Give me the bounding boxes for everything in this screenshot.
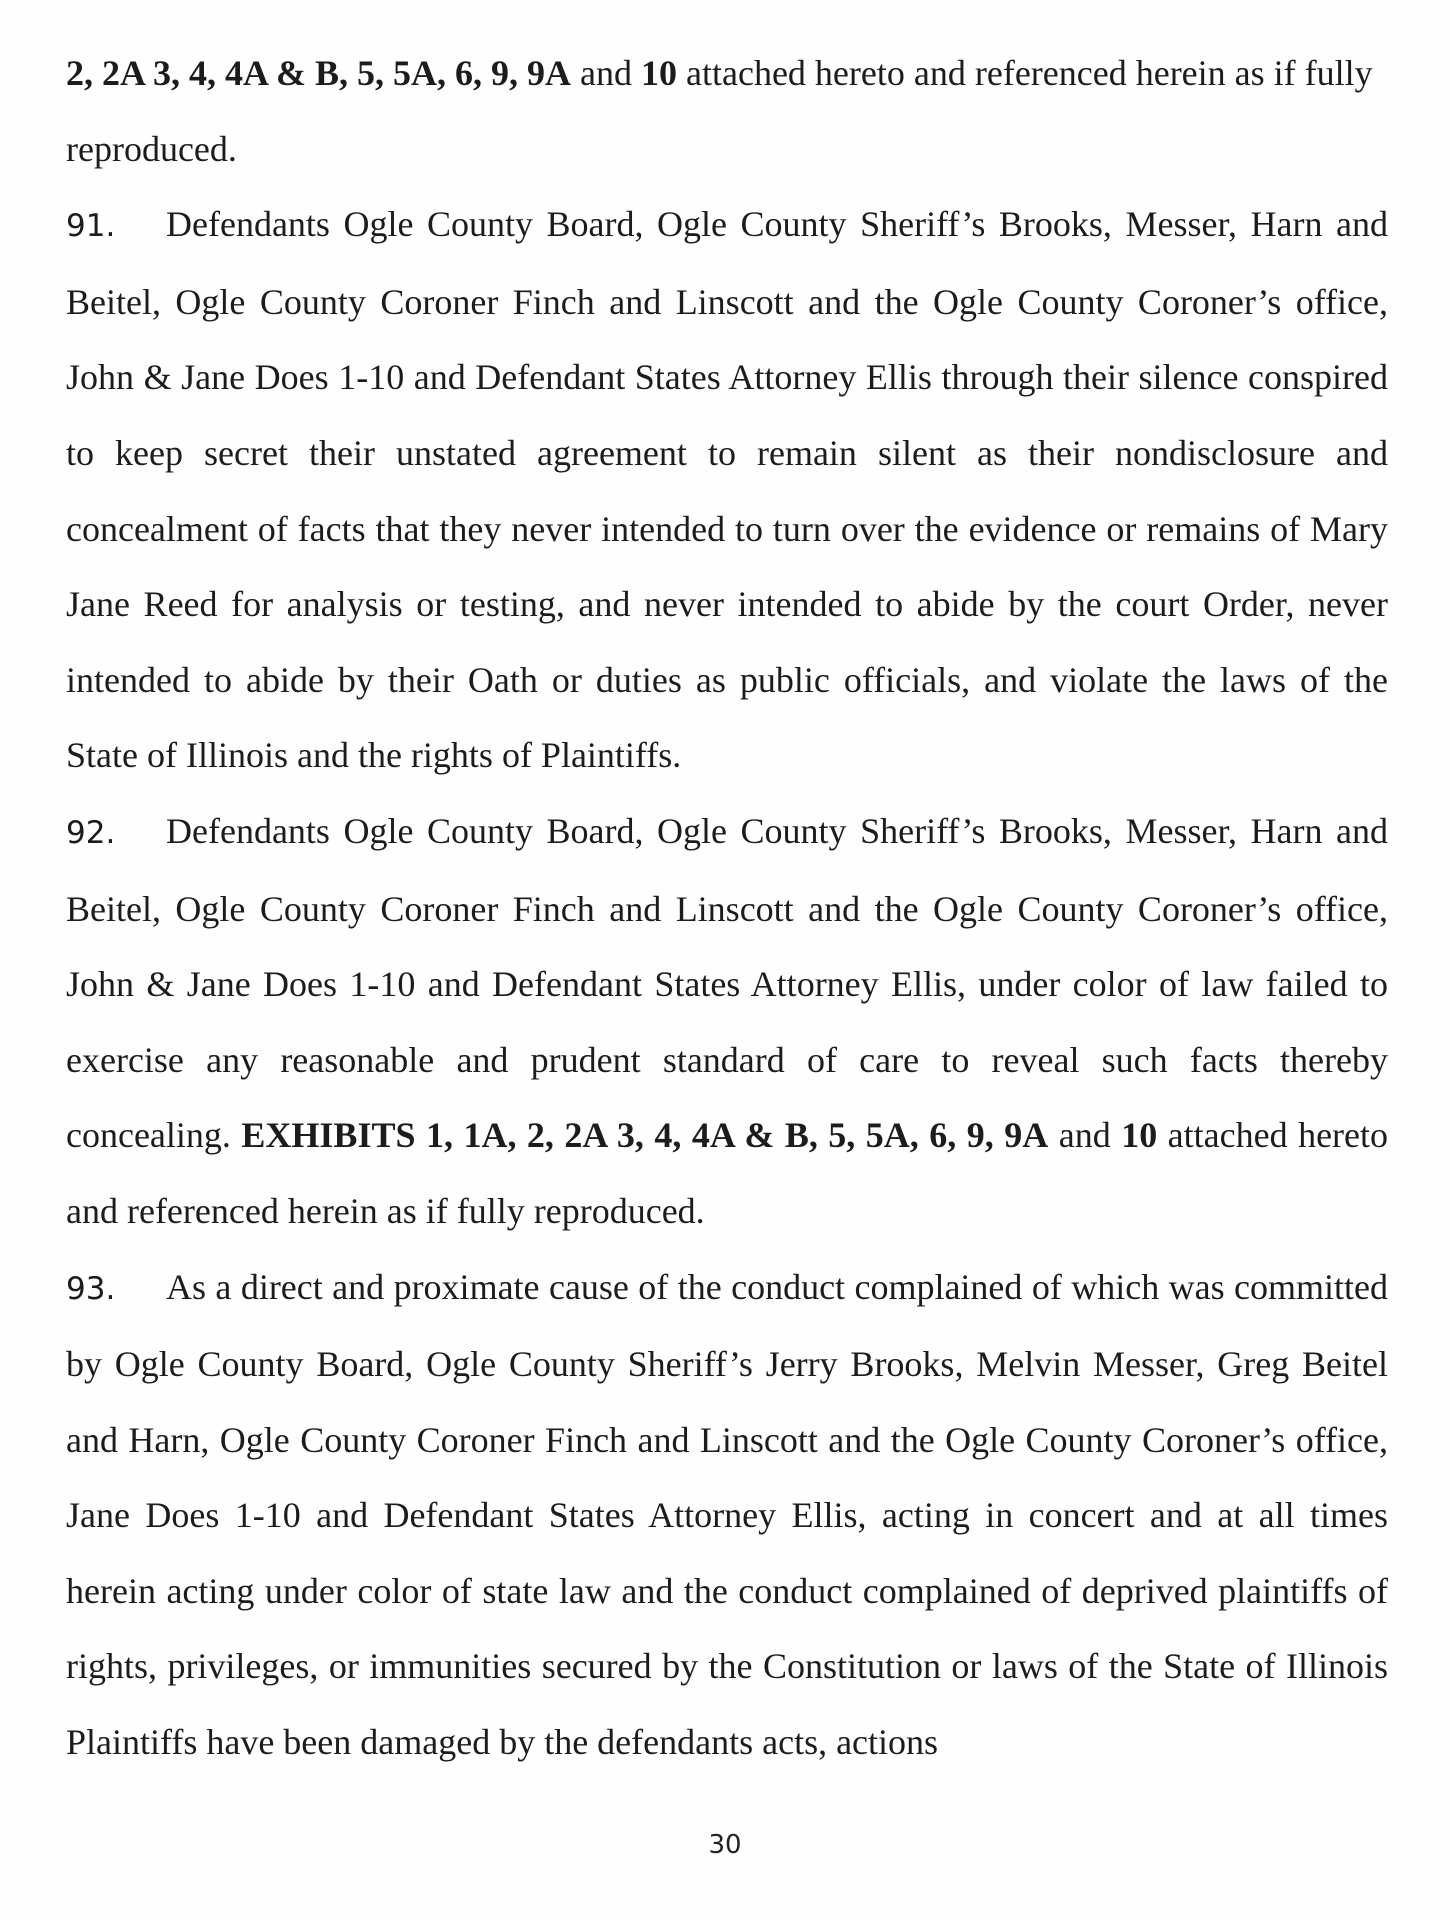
paragraph-tail: attached hereto and referenced herein as if fully reproduced. [66, 53, 1373, 169]
paragraph-carryover [66, 36, 1388, 187]
paragraph-tail: attached hereto and referenced herein as if fully reproduced. [66, 1115, 1389, 1231]
paragraph-93 [66, 1250, 1388, 1781]
exhibit-reference-ten: 10 [1121, 1115, 1158, 1156]
exhibit-references: EXHIBITS 1, 1A, 2, 2A 3, 4, 4A & B, 5, 5A, 6, 9, 9A [241, 1115, 1049, 1156]
paragraph-text: Defendants Ogle County Board, Ogle County Sheriff’s Brooks, Messer, Harn and Beitel, Ogle County Coroner Finch and Linscott and the Ogle County Coroner’s office, John & Jane Does 1-10 and Defendant States Attorney Ellis, under color of law failed to exercise any reasonable and prudent standard of care to reveal such facts thereby concealing. [66, 810, 1388, 1156]
exhibit-reference-ten: 10 [641, 53, 678, 93]
paragraph-text: Defendants Ogle County Board, Ogle County Sheriff’s Brooks, Messer, Harn and Beitel, Ogle County Coroner Finch and Linscott and the Ogle County Coroner’s office, John & Jane Does 1-10 and Defendant States Attorney Ellis through their silence conspired to keep secret their unstated agreement to remain silent as their nondisclosure and concealment of facts that they never intended to turn over the evidence or remains of Mary Jane Reed for analysis or testing, and never intended to abide by the court Order, never intended to abide by their Oath or duties as public officials, and violate the laws of the State of Illinois and the rights of Plaintiffs. [66, 204, 1388, 776]
paragraph-text: As a direct and proximate cause of the conduct complained of which was committed by Ogle County Board, Ogle County Sheriff’s Jerry Brooks, Melvin Messer, Greg Beitel and Harn, Ogle County Coroner Finch and Linscott and the Ogle County Coroner’s office, Jane Does 1-10 and Defendant States Attorney Ellis, acting in concert and at all times herein acting under color of state law and the conduct complained of deprived plaintiffs of rights, privileges, or immunities secured by the Constitution or laws of the State of Illinois Plaintiffs have been damaged by the defendants acts, actions [66, 1266, 1388, 1763]
exhibit-references: 2, 2A 3, 4, 4A & B, 5, 5A, 6, 9, 9A [66, 53, 572, 93]
paragraph-91 [66, 187, 1388, 794]
paragraph-number: 92. [66, 814, 116, 851]
conjunction: and [571, 53, 642, 93]
page-number: 30 [708, 1830, 742, 1860]
paragraph-number: 93. [66, 1270, 116, 1307]
body-text [66, 36, 1388, 1781]
conjunction: and [1048, 1115, 1122, 1156]
paragraph-92 [66, 794, 1388, 1250]
paragraph-number: 91. [66, 208, 116, 245]
